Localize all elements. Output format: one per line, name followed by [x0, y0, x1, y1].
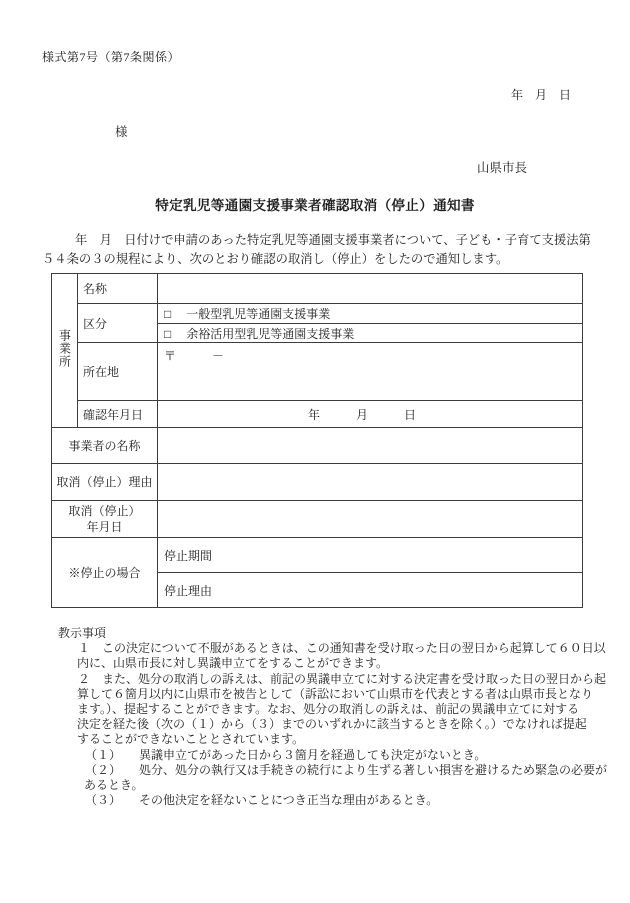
category-option-general: [158, 304, 583, 324]
table-row: [52, 501, 583, 538]
notice-line: することができないこととされています。: [77, 732, 305, 747]
category-option-label: 余裕活用型乳児等通園支援事業: [186, 326, 355, 341]
table-row: [52, 274, 583, 304]
address-label: 所在地: [78, 343, 158, 401]
document-title: 特定乳児等通園支援事業者確認取消（停止）通知書: [155, 198, 475, 213]
office-group-label: 事業所: [57, 329, 72, 368]
table-row: [52, 428, 583, 464]
table-row: [52, 401, 583, 428]
operator-name-label: 事業者の名称: [52, 428, 158, 464]
checkbox-icon: □: [164, 307, 172, 321]
notice-line: （２） 処分、処分の執行又は手続きの続行により生ずる著しい損害を避けるため緊急の必要が: [85, 762, 608, 777]
date-placeholder: 年 月 日: [511, 88, 572, 102]
table-row: [52, 538, 583, 573]
confirm-date-label: 確認年月日: [78, 401, 158, 428]
name-label: 名称: [78, 274, 158, 304]
notice-section: [0, 626, 630, 808]
notice-line: 決定を経た後（次の（１）から（３）までのいずれかに該当するときを除く。）でなければ提起: [77, 717, 587, 732]
notice-line: （３） その他決定を経ないことにつき正当な理由があるとき。: [85, 793, 439, 808]
confirm-date-value: 年 月 日: [158, 401, 583, 428]
cancel-date-value-cell: [158, 501, 583, 538]
checkbox-icon: □: [164, 326, 172, 341]
notice-line: （１） 異議申立てがあった日から３箇月を経過しても決定がないとき。: [85, 747, 487, 762]
address-value-cell: [158, 343, 583, 401]
notice-line: 内に、山県市長に対し異議申立てをすることができます。: [77, 656, 389, 671]
cancel-date-label-line: 取消（停止）: [68, 504, 141, 518]
name-value-cell: [158, 274, 583, 304]
notice-line: ます。）、提起することができます。なお、処分の取消しの訴えは、前記の異議申立てに対する: [77, 702, 580, 717]
cancel-reason-label: 取消（停止）理由: [52, 464, 158, 501]
operator-name-value-cell: [158, 428, 583, 464]
form-number: 様式第7号（第7条関係）: [42, 50, 181, 64]
category-option-label: 一般型乳児等通園支援事業: [186, 307, 331, 321]
suspension-period-label: 停止期間: [158, 538, 583, 573]
postal-mark: 〒 －: [164, 349, 225, 363]
notice-line: ２ また、処分の取消しの訴えは、前記の異議申立てに対する決定書を受け取った日の翌日から起: [78, 671, 607, 686]
issuer-mayor: 山県市長: [477, 161, 528, 175]
cancel-date-label-line: 年月日: [86, 520, 123, 534]
office-info-table: [51, 273, 583, 608]
notice-heading: 教示事項: [58, 626, 107, 640]
category-label: 区分: [78, 304, 158, 343]
notice-line: あるとき。: [84, 778, 144, 793]
cancel-reason-value-cell: [158, 464, 583, 501]
table-row: [52, 304, 583, 324]
table-row: [52, 343, 583, 401]
office-group-header: [52, 274, 78, 428]
body-paragraph-line: 年 月 日付けで申請のあった特定乳児等通園支援事業者について、子ども・子育て支援法第: [75, 233, 591, 247]
cancel-date-label: [52, 501, 158, 538]
body-paragraph-line: ５４条の３の規程により、次のとおり確認の取消し（停止）をしたので通知します。: [42, 251, 509, 266]
notice-line: １ この決定について不服があるときは、この通知書を受け取った日の翌日から起算して６０日以: [78, 641, 606, 656]
category-option-surplus: [158, 324, 583, 343]
notice-line: 算して６箇月以内に山県市を被告として（訴訟において山県市を代表とする者は山県市長となり: [77, 686, 594, 701]
table-row: [52, 464, 583, 501]
body-paragraph: [42, 231, 602, 268]
suspension-case-label: ※停止の場合: [52, 538, 158, 608]
suspension-reason-label: 停止理由: [158, 573, 583, 608]
addressee-sama: 様: [115, 125, 128, 139]
